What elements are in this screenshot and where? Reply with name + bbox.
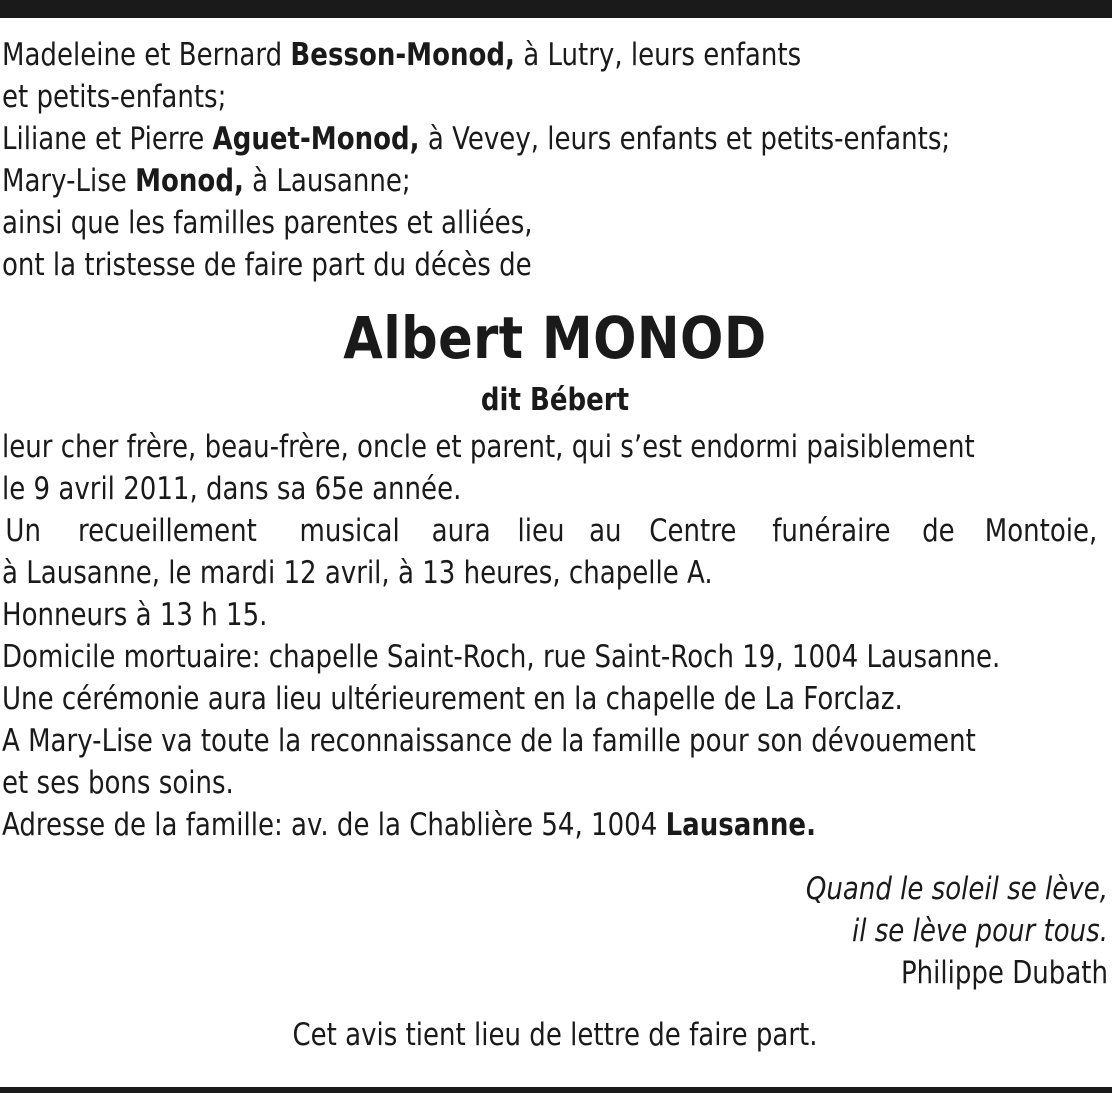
deceased-nickname: dit Bébert [480,382,630,418]
body-word: Un [5,513,41,549]
family-surname: Besson-Monod, [290,37,515,73]
body-word: lieu [517,513,565,549]
family-address: Adresse de la famille: av. de la Chablière 54, 1004 [2,807,666,843]
quote-author: Philippe Dubath [900,955,1108,991]
family-names: Liliane et Pierre [2,121,213,157]
family-line-3 [2,118,951,160]
body-line-3 [2,510,1108,552]
family-surname: Monod, [135,163,244,199]
body-word: musical [299,513,401,549]
quote-block [2,868,1108,994]
deceased-name: Albert MONOD [343,304,767,372]
bottom-rule [0,1087,1112,1093]
family-location: à Vevey, leurs enfants et petits-enfants; [419,121,951,157]
family-names: Mary-Lise [2,163,136,199]
body-line-8: A Mary-Lise va toute la reconnaissance de la famille pour son dévouement [2,723,976,759]
quote-line-2: il se lève pour tous. [851,913,1108,949]
body-word: de [921,513,955,549]
quote-line-1: Quand le soleil se lève, [805,871,1108,907]
family-line-4 [2,160,931,202]
body-word: Centre [649,513,737,549]
body-word: aura [431,513,491,549]
body-word: Montoie, [984,513,1098,549]
family-surname: Aguet-Monod, [212,121,420,157]
body-line-6: Domicile mortuaire: chapelle Saint-Roch, rue Saint-Roch 19, 1004 Lausanne. [2,639,1001,675]
family-location: à Lausanne; [243,163,411,199]
family-line-5: ainsi que les familles parentes et alliées, [2,205,533,241]
body-line-1: leur cher frère, beau-frère, oncle et parent, qui s’est endormi paisiblement [2,429,975,465]
family-location: à Lutry, leurs enfants [514,37,802,73]
footer-note: Cet avis tient lieu de lettre de faire part. [292,1017,818,1053]
body-line-9: et ses bons soins. [2,765,234,801]
family-line-1 [2,34,931,76]
obituary-notice [2,34,1108,1056]
body-line-2: le 9 avril 2011, dans sa 65e année. [2,471,462,507]
body-line-7: Une cérémonie aura lieu ultérieurement en la chapelle de La Forclaz. [2,681,903,717]
body-line-5: Honneurs à 13 h 15. [2,597,268,633]
family-names: Madeleine et Bernard [2,37,291,73]
body-line-4: à Lausanne, le mardi 12 avril, à 13 heures, chapelle A. [2,555,713,591]
body-word: recueillement [77,513,257,549]
body-word: funéraire [772,513,891,549]
body-line-10 [2,804,931,846]
family-line-2: et petits-enfants; [2,79,227,115]
family-line-6: ont la tristesse de faire part du décès de [2,247,532,283]
family-city: Lausanne. [665,807,816,843]
top-rule [0,0,1112,18]
body-word: au [588,513,622,549]
